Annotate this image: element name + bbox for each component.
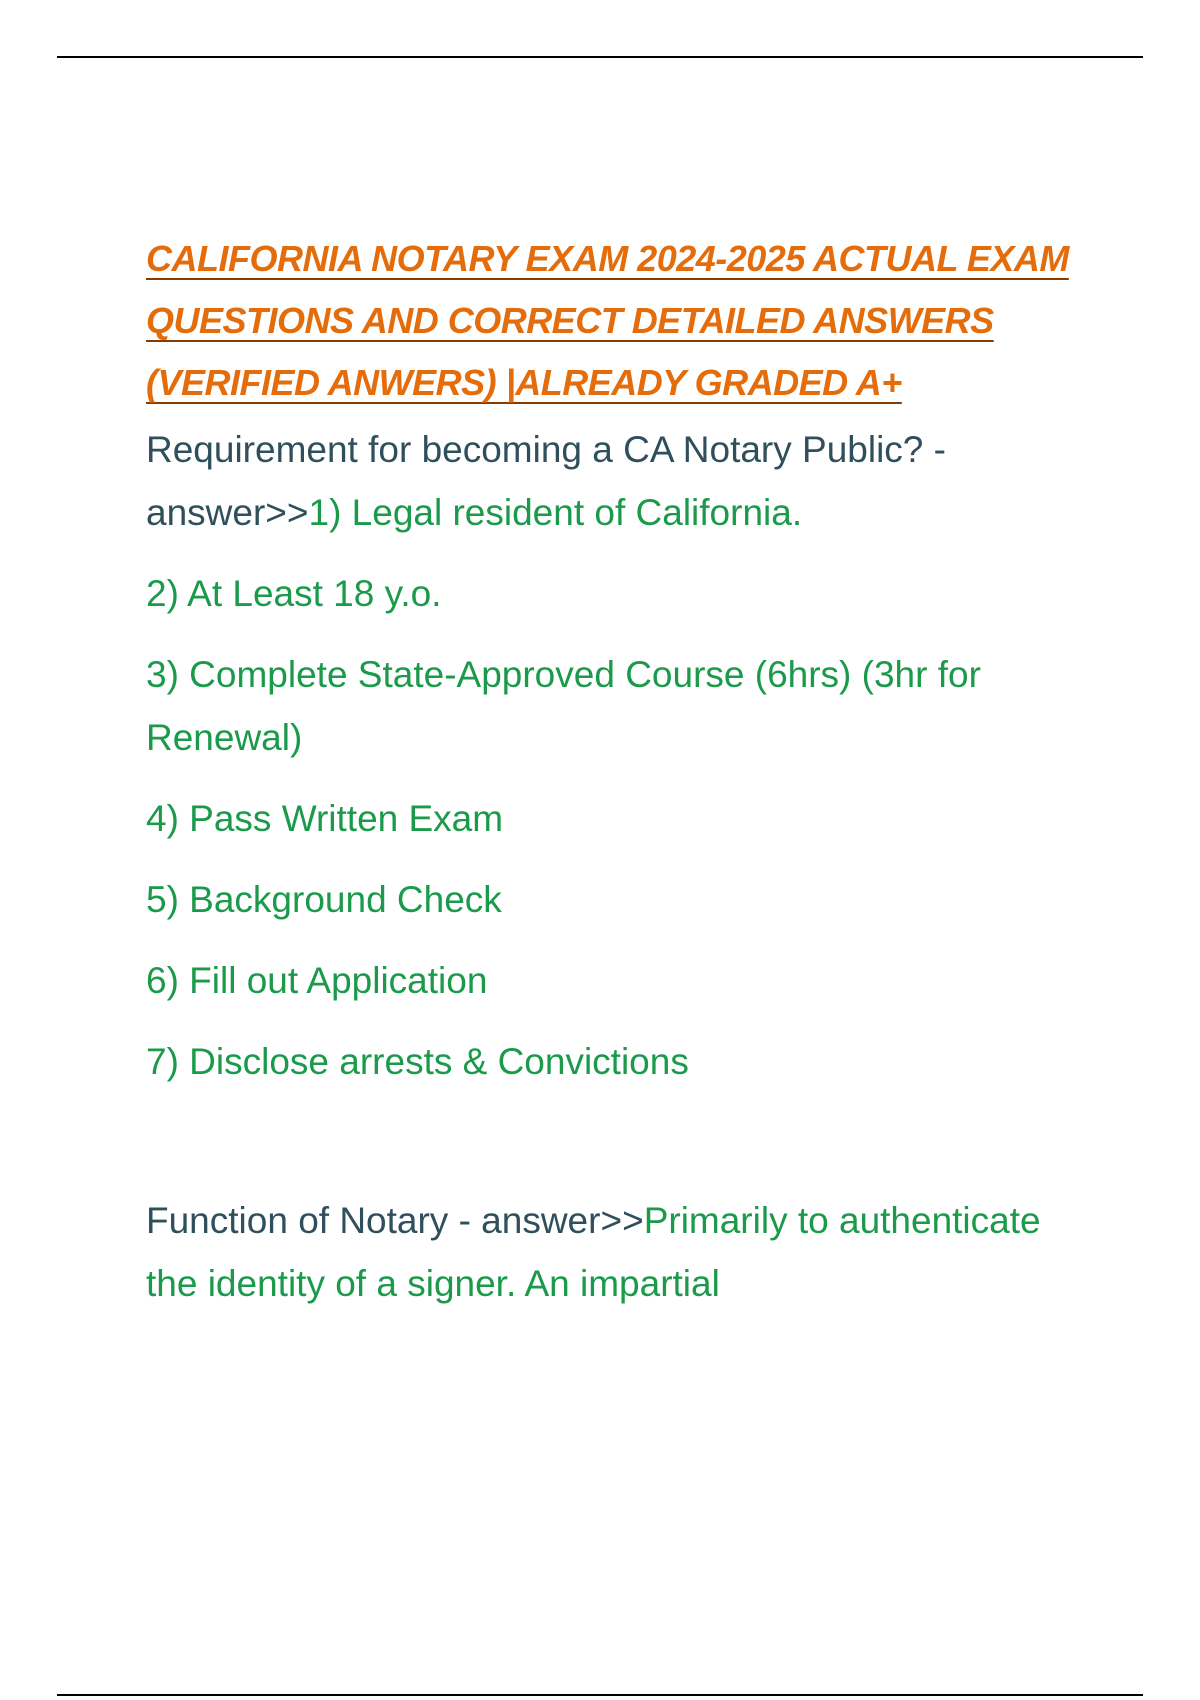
question-text: Function of Notary - answer>> [146, 1200, 644, 1241]
top-rule [57, 56, 1143, 58]
qa-function [146, 1189, 1096, 1315]
question-text: Requirement for becoming a CA Notary Public? - answer>> [146, 429, 946, 533]
answer-item-7: 7) Disclose arrests & Convictions [146, 1041, 689, 1082]
answer-item-5: 5) Background Check [146, 879, 502, 920]
answer-item-4: 4) Pass Written Exam [146, 798, 504, 839]
document-title: CALIFORNIA NOTARY EXAM 2024-2025 ACTUAL EXAM QUESTIONS AND CORRECT DETAILED ANSWERS (VERIFIED ANWERS) |ALREADY GRADED A+ [146, 238, 1069, 403]
bottom-rule [57, 1694, 1143, 1696]
answer-item-3: 3) Complete State-Approved Course (6hrs) (3hr for Renewal) [146, 654, 981, 758]
document-body [146, 228, 1096, 1315]
answer-item-2: 2) At Least 18 y.o. [146, 573, 442, 614]
qa-requirements [146, 418, 1096, 544]
answer-item-6: 6) Fill out Application [146, 960, 488, 1001]
answer-item-1: 1) Legal resident of California. [308, 492, 803, 533]
answer-text: Primarily to authenticate the identity of a signer. An impartial [146, 1200, 1041, 1304]
